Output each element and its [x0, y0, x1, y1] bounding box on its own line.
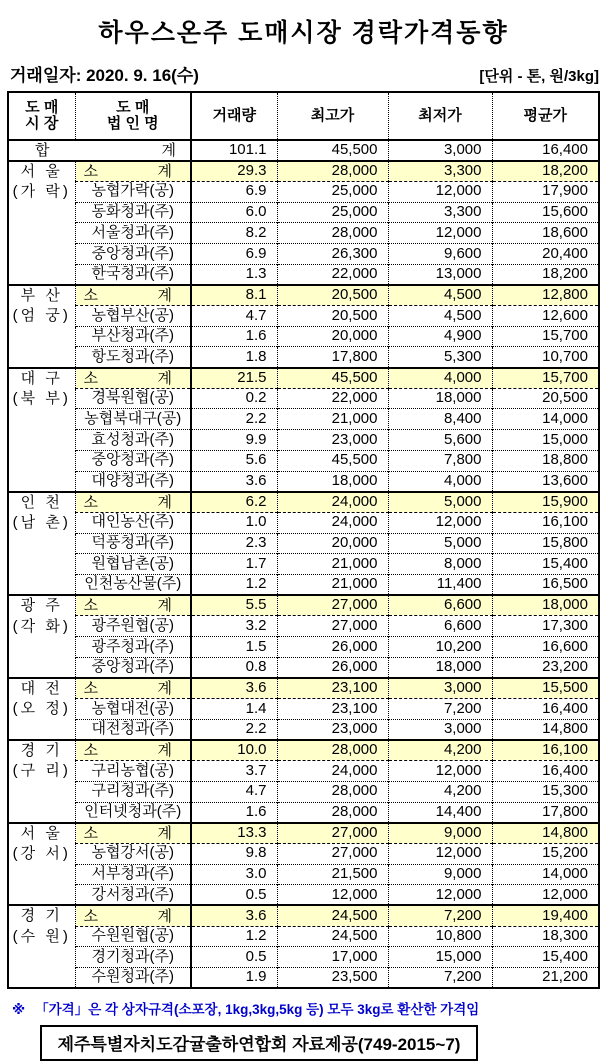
table-row [8, 574, 599, 595]
corp-name: 인천농산물(주) [75, 574, 191, 595]
market-name: 경 기 (수 원) [8, 905, 75, 988]
table-row [8, 885, 599, 906]
subtotal-high: 24,000 [277, 492, 388, 513]
table-row [8, 450, 599, 471]
cell-high: 21,000 [277, 409, 388, 430]
corp-name: 서울청과(주) [75, 223, 191, 244]
cell-low: 5,600 [388, 430, 492, 451]
market-section-incheon-namchon [8, 492, 599, 595]
subtotal-volume: 29.3 [191, 161, 277, 182]
cell-avg: 16,500 [492, 574, 599, 595]
market-section-daejeon-ojeong [8, 678, 599, 740]
cell-volume: 3.7 [191, 761, 277, 782]
cell-volume: 6.0 [191, 202, 277, 223]
corp-name: 농협강서(공) [75, 843, 191, 864]
price-table [7, 91, 600, 989]
trade-date-label: 거래일자: 2020. 9. 16(수) [10, 66, 199, 85]
cell-low: 12,000 [388, 181, 492, 202]
cell-low: 12,000 [388, 843, 492, 864]
cell-volume: 4.7 [191, 306, 277, 327]
header-market: 도 매 시 장 [8, 92, 75, 140]
table-row [8, 802, 599, 823]
corp-name: 중앙청과(주) [75, 657, 191, 678]
cell-high: 28,000 [277, 802, 388, 823]
cell-high: 24,000 [277, 761, 388, 782]
cell-high: 20,000 [277, 533, 388, 554]
subtotal-row [8, 285, 599, 306]
subtotal-label: 소 계 [75, 905, 191, 926]
cell-avg: 23,200 [492, 657, 599, 678]
cell-avg: 21,200 [492, 968, 599, 989]
market-section-seoul-gangseo [8, 823, 599, 906]
cell-volume: 1.0 [191, 512, 277, 533]
market-section-gwangju-gakhwa [8, 595, 599, 678]
cell-avg: 15,300 [492, 781, 599, 802]
subtotal-volume: 21.5 [191, 368, 277, 389]
cell-high: 45,500 [277, 450, 388, 471]
cell-avg: 15,400 [492, 554, 599, 575]
cell-avg: 17,800 [492, 802, 599, 823]
cell-low: 12,000 [388, 885, 492, 906]
corp-name: 농협부산(공) [75, 306, 191, 327]
table-row [8, 719, 599, 740]
corp-name: 광주청과(주) [75, 637, 191, 658]
cell-high: 23,500 [277, 968, 388, 989]
subtotal-avg: 15,700 [492, 368, 599, 389]
subtotal-high: 27,000 [277, 595, 388, 616]
table-row [8, 243, 599, 264]
cell-high: 21,000 [277, 554, 388, 575]
table-row [8, 781, 599, 802]
cell-low: 12,000 [388, 512, 492, 533]
cell-low: 9,600 [388, 243, 492, 264]
table-row [8, 926, 599, 947]
page-title: 하우스온주 도매시장 경락가격동향 [98, 19, 509, 47]
subtotal-high: 27,000 [277, 823, 388, 844]
table-row [8, 843, 599, 864]
corp-name: 항도청과(주) [75, 347, 191, 368]
total-section [8, 140, 599, 161]
subtotal-avg: 18,000 [492, 595, 599, 616]
cell-high: 21,000 [277, 574, 388, 595]
cell-high: 22,000 [277, 264, 388, 285]
subtotal-row [8, 492, 599, 513]
corp-name: 농협북대구(공) [75, 409, 191, 430]
table-row [8, 637, 599, 658]
price-footnote [12, 998, 607, 1018]
cell-avg: 18,200 [492, 264, 599, 285]
subtotal-volume: 5.5 [191, 595, 277, 616]
subtotal-low: 4,200 [388, 740, 492, 761]
subtotal-volume: 3.6 [191, 678, 277, 699]
corp-name: 수원원협(공) [75, 926, 191, 947]
subtotal-low: 4,000 [388, 368, 492, 389]
table-row [8, 699, 599, 720]
cell-volume: 1.9 [191, 968, 277, 989]
table-row [8, 657, 599, 678]
subtotal-low: 3,000 [388, 678, 492, 699]
subtotal-high: 45,500 [277, 368, 388, 389]
cell-volume: 6.9 [191, 181, 277, 202]
cell-low: 4,900 [388, 326, 492, 347]
subtotal-label: 소 계 [75, 678, 191, 699]
subtotal-avg: 15,500 [492, 678, 599, 699]
cell-low: 18,000 [388, 388, 492, 409]
cell-volume: 4.7 [191, 781, 277, 802]
cell-avg: 14,000 [492, 409, 599, 430]
total-volume: 101.1 [191, 140, 277, 161]
cell-high: 26,000 [277, 657, 388, 678]
cell-high: 17,800 [277, 347, 388, 368]
cell-avg: 12,000 [492, 885, 599, 906]
cell-avg: 16,400 [492, 761, 599, 782]
cell-low: 12,000 [388, 761, 492, 782]
cell-high: 23,100 [277, 699, 388, 720]
cell-low: 10,800 [388, 926, 492, 947]
corp-name: 광주원협(공) [75, 616, 191, 637]
table-row [8, 512, 599, 533]
corp-name: 대인농산(주) [75, 512, 191, 533]
cell-high: 24,000 [277, 512, 388, 533]
total-low: 3,000 [388, 140, 492, 161]
cell-volume: 1.2 [191, 574, 277, 595]
subtotal-high: 28,000 [277, 740, 388, 761]
corp-name: 구리청과(주) [75, 781, 191, 802]
cell-volume: 2.2 [191, 409, 277, 430]
cell-avg: 18,600 [492, 223, 599, 244]
cell-avg: 15,000 [492, 430, 599, 451]
cell-volume: 1.6 [191, 326, 277, 347]
subtotal-high: 20,500 [277, 285, 388, 306]
market-name: 대 구 (북 부) [8, 368, 75, 492]
subtotal-row [8, 161, 599, 182]
footnote-text: 「가격」은 각 상자규격(소포장, 1kg,3kg,5kg 등) 모두 3kg로 환산한 가격임 [35, 1002, 480, 1018]
cell-volume: 8.2 [191, 223, 277, 244]
cell-high: 17,000 [277, 947, 388, 968]
cell-high: 22,000 [277, 388, 388, 409]
subtotal-label: 소 계 [75, 492, 191, 513]
total-row [8, 140, 599, 161]
cell-volume: 1.6 [191, 802, 277, 823]
corp-name: 중앙청과(주) [75, 243, 191, 264]
cell-volume: 6.9 [191, 243, 277, 264]
cell-low: 12,000 [388, 223, 492, 244]
cell-high: 12,000 [277, 885, 388, 906]
cell-volume: 0.2 [191, 388, 277, 409]
subtotal-avg: 16,100 [492, 740, 599, 761]
corp-name: 농협가락(공) [75, 181, 191, 202]
cell-volume: 3.6 [191, 471, 277, 492]
cell-low: 3,000 [388, 719, 492, 740]
cell-volume: 0.5 [191, 947, 277, 968]
cell-low: 6,600 [388, 616, 492, 637]
cell-avg: 15,200 [492, 843, 599, 864]
corp-name: 강서청과(주) [75, 885, 191, 906]
cell-low: 8,000 [388, 554, 492, 575]
cell-high: 20,000 [277, 326, 388, 347]
info-row [10, 61, 599, 86]
cell-high: 25,000 [277, 202, 388, 223]
subtotal-label: 소 계 [75, 595, 191, 616]
cell-avg: 15,600 [492, 202, 599, 223]
subtotal-avg: 14,800 [492, 823, 599, 844]
cell-high: 20,500 [277, 306, 388, 327]
cell-volume: 0.5 [191, 885, 277, 906]
cell-avg: 15,400 [492, 947, 599, 968]
table-row [8, 761, 599, 782]
cell-high: 27,000 [277, 616, 388, 637]
table-row [8, 347, 599, 368]
cell-low: 7,800 [388, 450, 492, 471]
subtotal-volume: 3.6 [191, 905, 277, 926]
market-name: 서 울 (가 락) [8, 161, 75, 285]
cell-low: 5,300 [388, 347, 492, 368]
subtotal-row [8, 740, 599, 761]
header-volume: 거래량 [191, 92, 277, 140]
header-high: 최고가 [277, 92, 388, 140]
market-name: 대 전 (오 정) [8, 678, 75, 740]
corp-name: 덕풍청과(주) [75, 533, 191, 554]
corp-name: 대전청과(주) [75, 719, 191, 740]
cell-avg: 20,400 [492, 243, 599, 264]
corp-name: 서부청과(주) [75, 864, 191, 885]
cell-low: 3,300 [388, 202, 492, 223]
cell-volume: 1.5 [191, 637, 277, 658]
cell-avg: 18,800 [492, 450, 599, 471]
header-low: 최저가 [388, 92, 492, 140]
cell-volume: 1.7 [191, 554, 277, 575]
cell-volume: 5.6 [191, 450, 277, 471]
subtotal-label: 소 계 [75, 161, 191, 182]
cell-avg: 16,600 [492, 637, 599, 658]
cell-avg: 14,000 [492, 864, 599, 885]
cell-avg: 17,300 [492, 616, 599, 637]
cell-volume: 9.9 [191, 430, 277, 451]
corp-name: 원협남촌(공) [75, 554, 191, 575]
market-section-gyeonggi-suwon [8, 905, 599, 988]
table-row [8, 264, 599, 285]
corp-name: 경기청과(주) [75, 947, 191, 968]
market-section-busan-eomgung [8, 285, 599, 368]
subtotal-low: 4,500 [388, 285, 492, 306]
table-row [8, 306, 599, 327]
total-high: 45,500 [277, 140, 388, 161]
cell-low: 5,000 [388, 533, 492, 554]
subtotal-high: 24,500 [277, 905, 388, 926]
cell-avg: 18,300 [492, 926, 599, 947]
table-row [8, 864, 599, 885]
cell-high: 28,000 [277, 223, 388, 244]
cell-low: 14,400 [388, 802, 492, 823]
cell-avg: 15,700 [492, 326, 599, 347]
market-name: 서 울 (강 서) [8, 823, 75, 906]
subtotal-volume: 13.3 [191, 823, 277, 844]
cell-low: 18,000 [388, 657, 492, 678]
subtotal-row [8, 595, 599, 616]
cell-low: 4,000 [388, 471, 492, 492]
table-row [8, 388, 599, 409]
subtotal-row [8, 678, 599, 699]
footnote-mark-icon: ※ [12, 1002, 26, 1018]
corp-name: 인터넷청과(주) [75, 802, 191, 823]
cell-volume: 1.2 [191, 926, 277, 947]
subtotal-avg: 12,800 [492, 285, 599, 306]
market-name: 부 산 (엄 궁) [8, 285, 75, 368]
subtotal-row [8, 823, 599, 844]
subtotal-label: 소 계 [75, 368, 191, 389]
cell-high: 24,500 [277, 926, 388, 947]
cell-high: 27,000 [277, 843, 388, 864]
cell-volume: 1.8 [191, 347, 277, 368]
cell-low: 8,400 [388, 409, 492, 430]
cell-low: 13,000 [388, 264, 492, 285]
table-row [8, 326, 599, 347]
cell-volume: 9.8 [191, 843, 277, 864]
table-row [8, 430, 599, 451]
cell-high: 21,500 [277, 864, 388, 885]
subtotal-volume: 6.2 [191, 492, 277, 513]
cell-avg: 16,400 [492, 699, 599, 720]
cell-high: 26,000 [277, 637, 388, 658]
cell-low: 4,500 [388, 306, 492, 327]
total-avg: 16,400 [492, 140, 599, 161]
corp-name: 대양청과(주) [75, 471, 191, 492]
header-corp: 도 매 법 인 명 [75, 92, 191, 140]
table-row [8, 616, 599, 637]
cell-volume: 1.3 [191, 264, 277, 285]
cell-avg: 10,700 [492, 347, 599, 368]
subtotal-volume: 10.0 [191, 740, 277, 761]
subtotal-high: 23,100 [277, 678, 388, 699]
cell-volume: 3.0 [191, 864, 277, 885]
cell-avg: 16,100 [492, 512, 599, 533]
cell-high: 26,300 [277, 243, 388, 264]
market-name: 경 기 (구 리) [8, 740, 75, 823]
cell-low: 9,000 [388, 864, 492, 885]
cell-high: 23,000 [277, 719, 388, 740]
subtotal-avg: 18,200 [492, 161, 599, 182]
corp-name: 효성청과(주) [75, 430, 191, 451]
table-row [8, 181, 599, 202]
cell-high: 18,000 [277, 471, 388, 492]
cell-volume: 3.2 [191, 616, 277, 637]
cell-volume: 2.3 [191, 533, 277, 554]
cell-volume: 0.8 [191, 657, 277, 678]
corp-name: 수원청과(주) [75, 968, 191, 989]
subtotal-row [8, 905, 599, 926]
corp-name: 동화청과(주) [75, 202, 191, 223]
cell-volume: 1.4 [191, 699, 277, 720]
subtotal-low: 3,300 [388, 161, 492, 182]
subtotal-label: 소 계 [75, 285, 191, 306]
cell-high: 25,000 [277, 181, 388, 202]
table-row [8, 202, 599, 223]
table-row [8, 533, 599, 554]
cell-low: 11,400 [388, 574, 492, 595]
cell-avg: 15,800 [492, 533, 599, 554]
cell-avg: 12,600 [492, 306, 599, 327]
table-row [8, 947, 599, 968]
table-row [8, 471, 599, 492]
subtotal-avg: 15,900 [492, 492, 599, 513]
total-label: 합 계 [8, 140, 191, 161]
subtotal-avg: 19,400 [492, 905, 599, 926]
table-row [8, 968, 599, 989]
corp-name: 부산청과(주) [75, 326, 191, 347]
cell-high: 23,000 [277, 430, 388, 451]
corp-name: 한국청과(주) [75, 264, 191, 285]
table-row [8, 223, 599, 244]
header-avg: 평균가 [492, 92, 599, 140]
table-header [8, 92, 599, 140]
cell-low: 10,200 [388, 637, 492, 658]
subtotal-label: 소 계 [75, 740, 191, 761]
market-section-gyeonggi-guri [8, 740, 599, 823]
subtotal-high: 28,000 [277, 161, 388, 182]
corp-name: 구리농협(공) [75, 761, 191, 782]
cell-volume: 2.2 [191, 719, 277, 740]
subtotal-volume: 8.1 [191, 285, 277, 306]
corp-name: 중앙청과(주) [75, 450, 191, 471]
subtotal-label: 소 계 [75, 823, 191, 844]
subtotal-low: 7,200 [388, 905, 492, 926]
subtotal-low: 9,000 [388, 823, 492, 844]
subtotal-row [8, 368, 599, 389]
market-section-seoul-garak [8, 161, 599, 285]
cell-high: 28,000 [277, 781, 388, 802]
cell-low: 15,000 [388, 947, 492, 968]
subtotal-low: 6,600 [388, 595, 492, 616]
table-row [8, 554, 599, 575]
subtotal-low: 5,000 [388, 492, 492, 513]
market-name: 인 천 (남 촌) [8, 492, 75, 595]
cell-low: 4,200 [388, 781, 492, 802]
cell-avg: 17,900 [492, 181, 599, 202]
cell-low: 7,200 [388, 699, 492, 720]
corp-name: 농협대전(공) [75, 699, 191, 720]
cell-avg: 13,600 [492, 471, 599, 492]
unit-label: [단위 - 톤, 원/3kg] [479, 68, 599, 85]
market-name: 광 주 (각 화) [8, 595, 75, 678]
data-provider-box: 제주특별자치도감귤출하연합회 자료제공(749-2015~7) [40, 1025, 478, 1061]
table-row [8, 409, 599, 430]
corp-name: 경북원협(공) [75, 388, 191, 409]
cell-avg: 14,800 [492, 719, 599, 740]
cell-avg: 20,500 [492, 388, 599, 409]
market-section-daegu-bukbu [8, 368, 599, 492]
cell-low: 7,200 [388, 968, 492, 989]
